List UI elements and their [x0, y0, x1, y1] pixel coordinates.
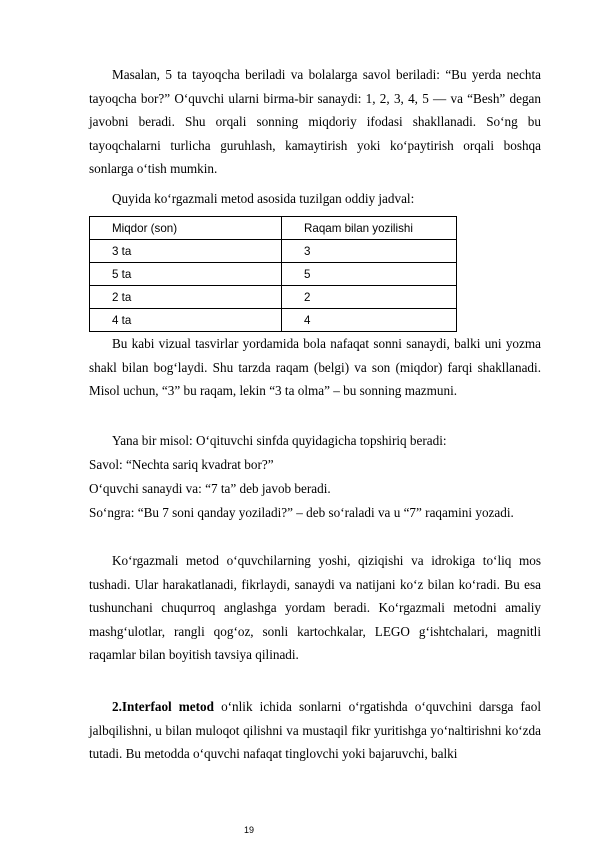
paragraph-visual-explanation: Bu kabi vizual tasvirlar yordamida bola nafaqat sonni sanaydi, balki uni yozma shakl bilan bog‘laydi. Shu tarzda raqam (belgi) va son (miqdor) farqi shakllanadi. Misol uchun, “3” bu raqam, lekin “3 ta olma” – bu sonning mazmuni. — [89, 336, 541, 399]
paragraph-follow-up: So‘ngra: “Bu 7 soni qanday yoziladi?” – deb so‘raladi va u “7” raqamini yozadi. — [89, 505, 514, 520]
table-cell: 2 — [282, 286, 457, 309]
table-cell: 2 ta — [90, 286, 282, 309]
page-number: 19 — [244, 825, 255, 835]
paragraph-answer: O‘quvchi sanaydi va: “7 ta” deb javob beradi. — [89, 481, 331, 496]
paragraph-interactive-method — [89, 695, 541, 766]
table-cell: 4 — [282, 309, 457, 332]
table-header-cell: Miqdor (son) — [90, 217, 282, 240]
table-header-row — [90, 217, 457, 240]
table-header-cell: Raqam bilan yozilishi — [282, 217, 457, 240]
paragraph-method-benefits: Ko‘rgazmali metod o‘quvchilarning yoshi, qiziqishi va idrokiga to‘liq mos tushadi. Ular harakatlanadi, fikrlaydi, sanaydi va natijani ko‘z bilan ko‘radi. Bu esa tushunchani chuqurroq anglashga yordam beradi. Ko‘rgazmali metodni amaliy mashg‘ulotlar, rangli qog‘oz, sonli kartochkalar, LEGO g‘ishtchalari, magnitli raqamlar bilan boyitish tavsiya qilinadi. — [89, 553, 541, 663]
section-text: o‘nlik ichida sonlarni o‘rgatishda o‘quvchini darsga faol jalbqilishni, u bilan muloqot qilishni va mustaqil fikr yuritishga yo‘naltirishni ko‘zda tutadi. Bu metodda o‘quvchi nafaqat tinglovchi yoki bajaruvchi, balki — [89, 699, 542, 762]
number-table — [89, 216, 457, 332]
table-cell: 5 — [282, 263, 457, 286]
paragraph-table-intro: Quyida ko‘rgazmali metod asosida tuzilgan oddiy jadval: — [112, 191, 415, 206]
table-row — [90, 309, 457, 332]
paragraph-question: Savol: “Nechta sariq kvadrat bor?” — [89, 457, 274, 472]
table-cell: 5 ta — [90, 263, 282, 286]
paragraph-another-example: Yana bir misol: O‘qituvchi sinfda quyidagicha topshiriq beradi: — [112, 433, 447, 448]
table-cell: 3 ta — [90, 240, 282, 263]
section-heading: 2.Interfaol metod — [112, 699, 214, 714]
paragraph-example-sticks: Masalan, 5 ta tayoqcha beriladi va bolalarga savol beriladi: “Bu yerda nechta tayoqcha bor?” O‘quvchi ularni birma-bir sanaydi: 1, 2, 3, 4, 5 — va “Besh” degan javobni beradi. Shu orqali sonning miqdoriy ifodasi shakllanadi. So‘ng bu tayoqchalarni turlicha guruhlash, kamaytirish yoki ko‘paytirish orqali boshqa sonlarga o‘tish mumkin. — [89, 67, 541, 177]
table-cell: 4 ta — [90, 309, 282, 332]
table-row — [90, 240, 457, 263]
table-cell: 3 — [282, 240, 457, 263]
table-row — [90, 286, 457, 309]
table-row — [90, 263, 457, 286]
